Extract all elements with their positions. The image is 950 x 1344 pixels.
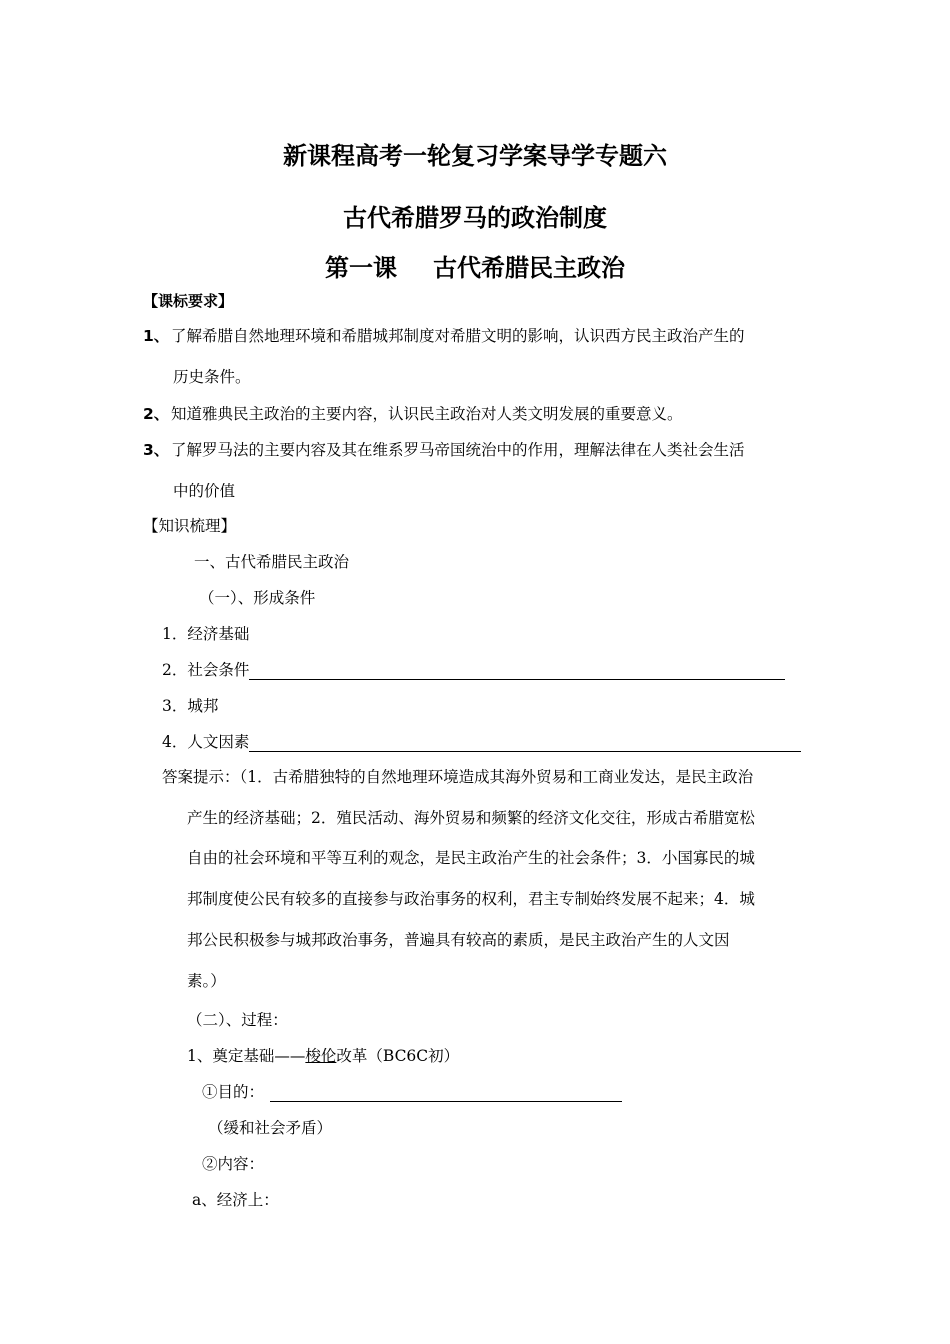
- step-prefix: 1、奠定基础——: [187, 1047, 306, 1065]
- answer-hint-line-3: 自由的社会环境和平等互利的观念，是民主政治产生的社会条件；3．小国寡民的城: [187, 849, 755, 867]
- condition-social: [162, 660, 785, 680]
- knowledge-heading: 【知识梳理】: [143, 517, 237, 535]
- answer-hint-line-5: 邦公民积极参与城邦政治事务，普遍具有较高的素质，是民主政治产生的人文因: [187, 931, 730, 949]
- reformer-name: 梭伦: [305, 1047, 337, 1065]
- curriculum-item-1-cont: 历史条件。: [173, 368, 251, 386]
- curriculum-heading: 【课标要求】: [143, 292, 234, 310]
- answer-blank: [249, 663, 785, 680]
- item-text: 了解罗马法的主要内容及其在维系罗马帝国统治中的作用，理解法律在人类社会生活: [171, 441, 745, 459]
- step-suffix: 改革（BC6C初）: [336, 1047, 460, 1065]
- lesson-name: 古代希腊民主政治: [433, 254, 625, 282]
- condition-label: 4．人文因素: [162, 733, 250, 751]
- economic-label: a、经济上：: [192, 1191, 279, 1209]
- sub-title: 古代希腊罗马的政治制度: [343, 204, 607, 232]
- process-heading: （二）、过程：: [187, 1011, 288, 1029]
- answer-hint-line-4: 邦制度使公民有较多的直接参与政治事务的权利，君主专制始终发展不起来；4．城: [187, 890, 755, 908]
- item-text: 了解希腊自然地理环境和希腊城邦制度对希腊文明的影响，认识西方民主政治产生的: [171, 327, 745, 345]
- curriculum-item-3: [143, 440, 745, 460]
- lesson-number: 第一课: [325, 254, 397, 282]
- condition-city-state: 3．城邦: [162, 697, 219, 715]
- lesson-title: [0, 248, 950, 283]
- item-text: 知道雅典民主政治的主要内容，认识民主政治对人类文明发展的重要意义。: [171, 405, 683, 423]
- answer-blank: [270, 1085, 622, 1102]
- condition-economic: 1．经济基础: [162, 625, 250, 643]
- step-solon-reform: [187, 1046, 459, 1066]
- part-heading: 一、古代希腊民主政治: [194, 553, 350, 571]
- subsection-heading: （一）、形成条件: [199, 589, 316, 607]
- purpose-answer: （缓和社会矛盾）: [208, 1119, 333, 1137]
- curriculum-item-1: [143, 326, 745, 346]
- answer-hint-line-1: 答案提示：（1．古希腊独特的自然地理环境造成其海外贸易和工商业发达，是民主政治: [162, 768, 754, 786]
- curriculum-item-2: [143, 404, 683, 424]
- answer-hint-line-2: 产生的经济基础；2．殖民活动、海外贸易和频繁的经济文化交往，形成古希腊宽松: [187, 809, 755, 827]
- condition-humanistic: [162, 732, 801, 752]
- item-number: 3、: [143, 441, 170, 459]
- curriculum-item-3-cont: 中的价值: [173, 482, 236, 500]
- answer-blank: [249, 735, 801, 752]
- item-number: 1、: [143, 327, 170, 345]
- answer-hint-line-6: 素。）: [187, 972, 226, 990]
- item-number: 2、: [143, 405, 170, 423]
- purpose-line: [202, 1082, 622, 1102]
- main-title: 新课程高考一轮复习学案导学专题六: [283, 142, 667, 170]
- condition-label: 2．社会条件: [162, 661, 250, 679]
- content-label: ②内容：: [202, 1155, 265, 1173]
- purpose-label: ①目的：: [202, 1083, 265, 1101]
